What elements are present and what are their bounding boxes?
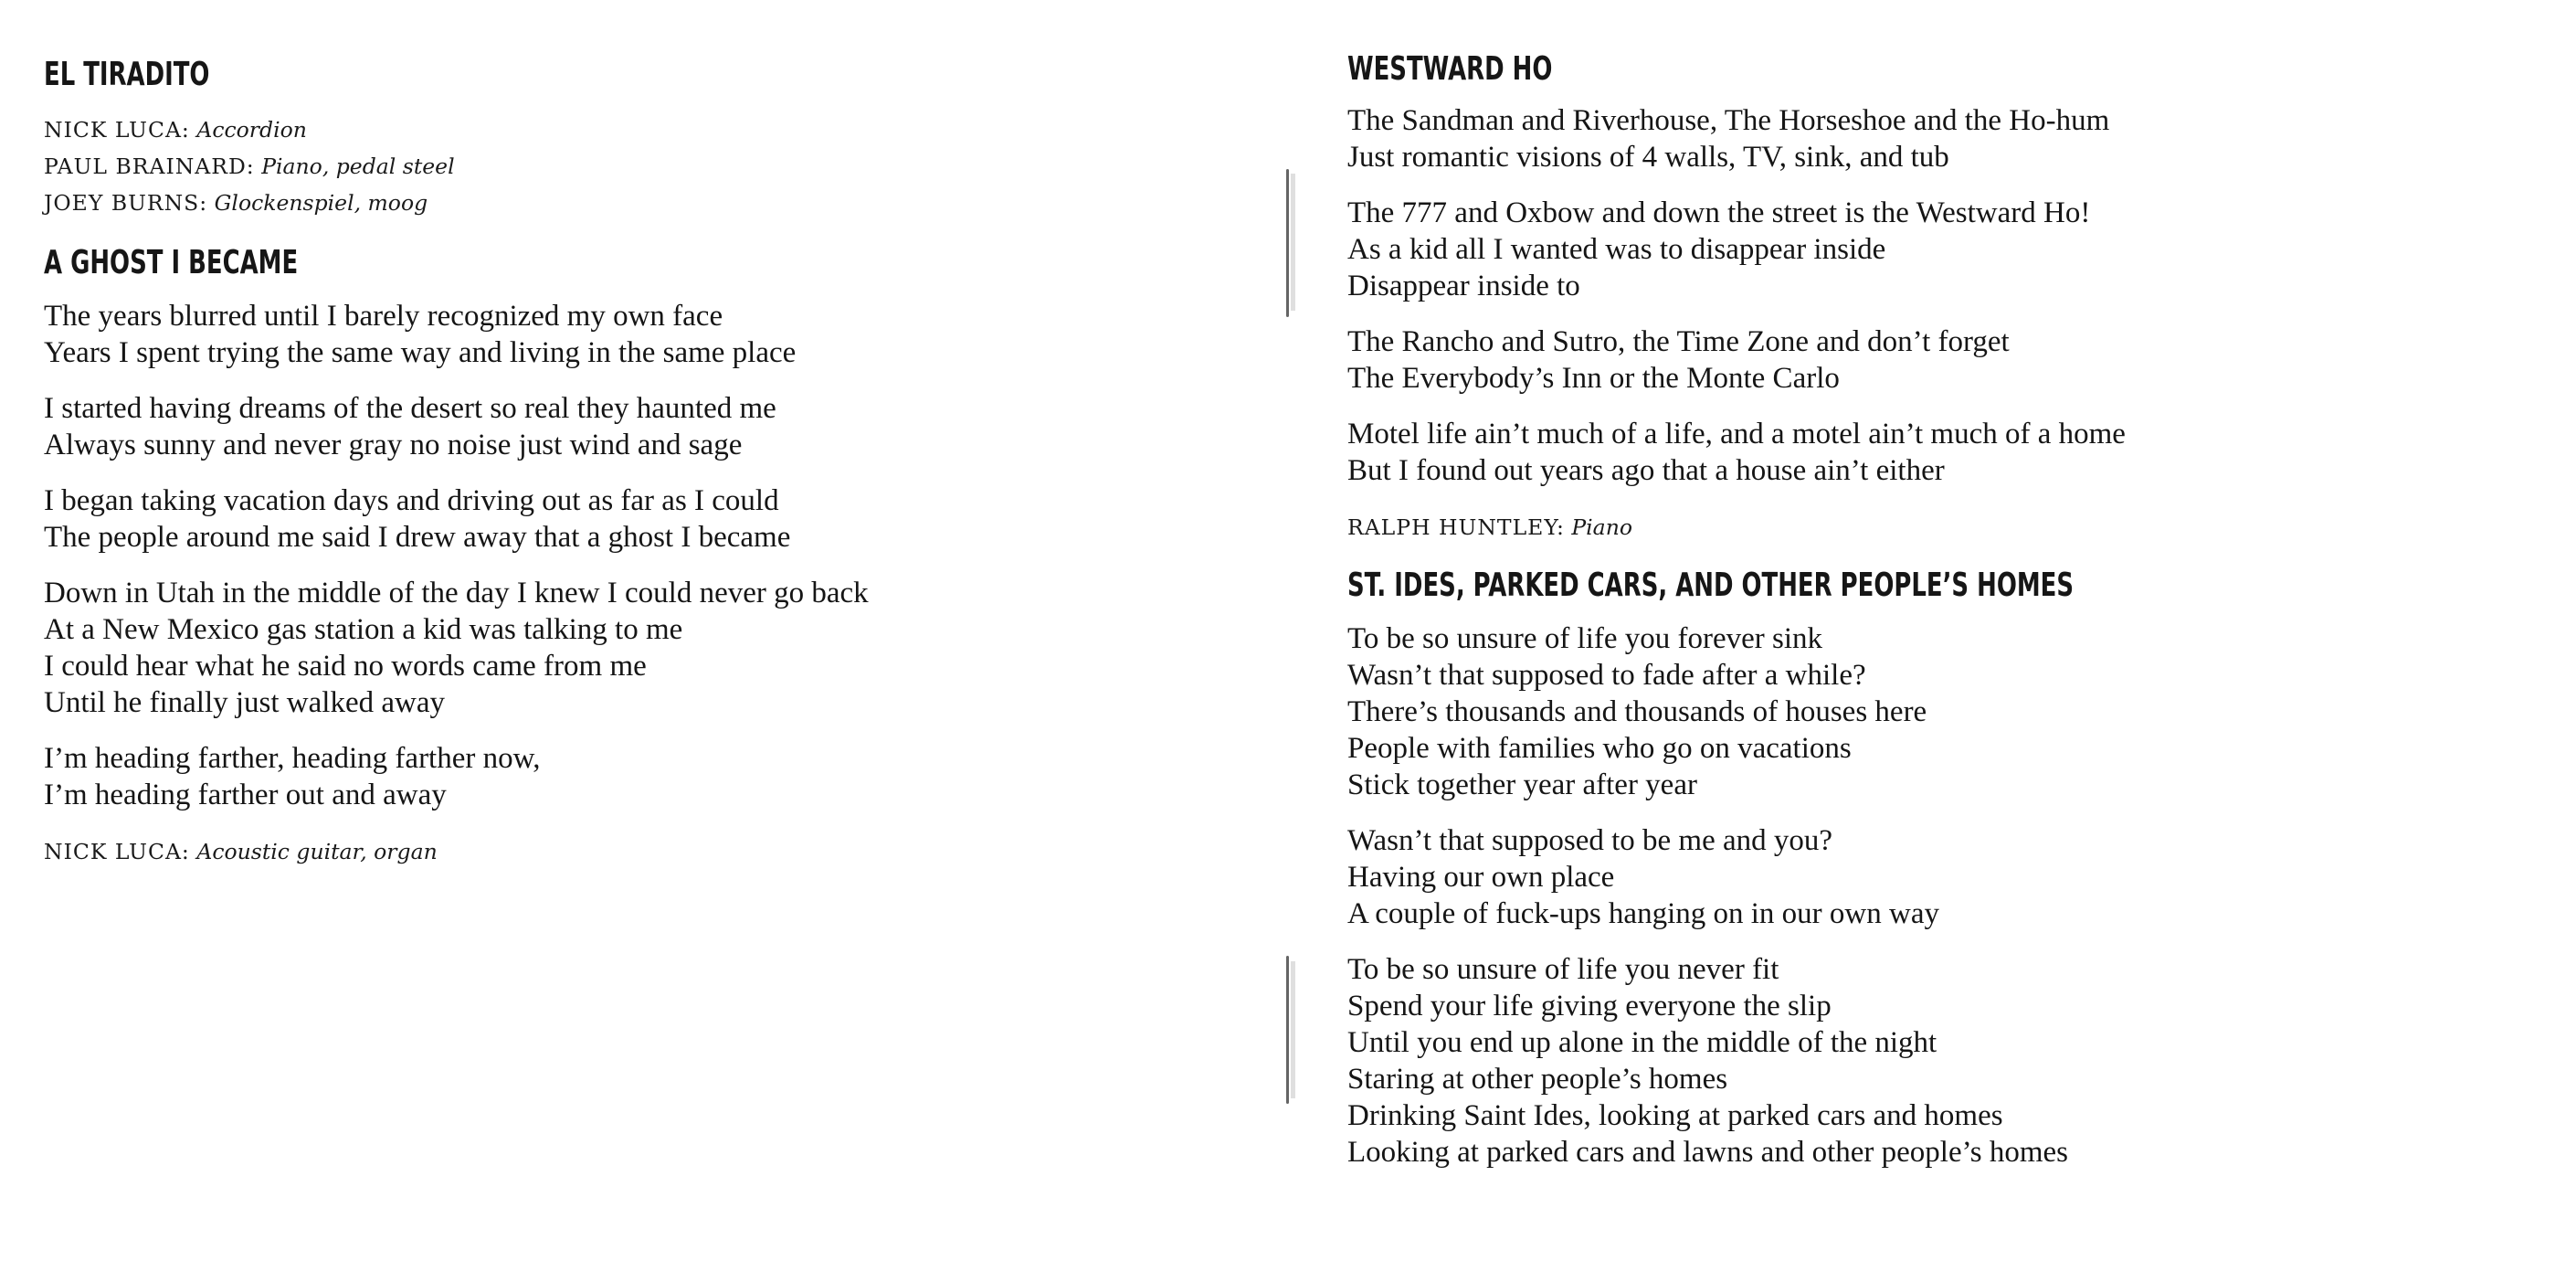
lyric-stanza (44, 390, 1231, 463)
instrument: Accordion (196, 117, 307, 143)
song-st-ides (1347, 567, 2535, 1171)
lyric-stanza (1347, 195, 2535, 304)
instrument: Piano (1571, 514, 1632, 540)
lyric-line: Motel life ain’t much of a life, and a motel ain’t much of a home (1347, 418, 2126, 450)
staple-shadow (1291, 174, 1295, 311)
instrument: Piano, pedal steel (261, 154, 455, 179)
lyric-line: I’m heading farther, heading farther now, (44, 742, 541, 775)
lyric-stanza (1347, 620, 2535, 803)
musician-name: NICK LUCA: (44, 117, 190, 143)
musician-name: NICK LUCA: (44, 839, 190, 864)
lyric-line: I’m heading farther out and away (44, 779, 447, 811)
song-el-tiradito (44, 57, 1231, 221)
credits (44, 111, 1231, 221)
song-title: EL TIRADITO (44, 56, 210, 93)
lyric-stanza (1347, 416, 2535, 489)
lyric-line: To be so unsure of life you forever sink (1347, 622, 1823, 655)
lyric-stanza (44, 298, 1231, 371)
credit-line (44, 185, 1231, 221)
song-title: ST. IDES, PARKED CARS, AND OTHER PEOPLE’S HOMES (1347, 567, 2075, 604)
musician-name: RALPH HUNTLEY: (1347, 514, 1565, 540)
lyric-line: Just romantic visions of 4 walls, TV, sink, and tub (1347, 141, 1949, 174)
lyric-stanza (44, 575, 1231, 721)
lyric-stanza (44, 740, 1231, 813)
song-title: A GHOST I BECAME (44, 244, 299, 281)
credit-line (1347, 509, 2535, 546)
staple-mark (1286, 169, 1289, 317)
lyric-line: Looking at parked cars and lawns and other people’s homes (1347, 1136, 2069, 1169)
lyric-line: Until you end up alone in the middle of the night (1347, 1026, 1937, 1059)
lyric-line: The Rancho and Sutro, the Time Zone and don’t forget (1347, 325, 2010, 358)
credit-line (44, 833, 1231, 870)
lyric-line: As a kid all I wanted was to disappear inside (1347, 233, 1886, 266)
lyric-line: Staring at other people’s homes (1347, 1063, 1728, 1096)
lyric-line: But I found out years ago that a house ain’t either (1347, 454, 1945, 487)
lyric-line: Years I spent trying the same way and living in the same place (44, 336, 797, 369)
lyric-line: Always sunny and never gray no noise just wind and sage (44, 429, 743, 461)
lyric-line: The 777 and Oxbow and down the street is the Westward Ho! (1347, 196, 2091, 229)
lyric-line: Wasn’t that supposed to be me and you? (1347, 824, 1833, 857)
lyric-line: Wasn’t that supposed to fade after a while? (1347, 659, 1866, 692)
lyric-line: Having our own place (1347, 861, 1615, 894)
credit-line (44, 111, 1231, 148)
right-column (1347, 51, 2535, 1171)
lyric-line: The people around me said I drew away that a ghost I became (44, 521, 791, 554)
instrument: Acoustic guitar, organ (196, 839, 438, 864)
musician-name: JOEY BURNS: (44, 190, 208, 216)
lyric-line: Down in Utah in the middle of the day I knew I could never go back (44, 577, 869, 609)
song-a-ghost-i-became (44, 245, 1231, 870)
lyric-line: The Sandman and Riverhouse, The Horseshoe and the Ho-hum (1347, 104, 2110, 137)
lyric-line: I began taking vacation days and driving out as far as I could (44, 484, 779, 517)
lyric-line: I started having dreams of the desert so real they haunted me (44, 392, 776, 425)
lyric-stanza (1347, 102, 2535, 175)
staple-mark (1286, 956, 1289, 1104)
credits (1347, 509, 2535, 546)
song-title: WESTWARD HO (1347, 50, 1553, 88)
lyric-line: Drinking Saint Ides, looking at parked cars and homes (1347, 1099, 2003, 1132)
lyric-line: Spend your life giving everyone the slip (1347, 990, 1832, 1022)
lyric-line: At a New Mexico gas station a kid was talking to me (44, 613, 683, 646)
lyric-line: People with families who go on vacations (1347, 732, 1852, 765)
lyric-stanza (1347, 822, 2535, 932)
lyric-line: Until he finally just walked away (44, 686, 445, 719)
lyric-line: The Everybody’s Inn or the Monte Carlo (1347, 362, 1840, 395)
song-westward-ho (1347, 51, 2535, 546)
lyric-stanza (1347, 323, 2535, 397)
lyric-line: Stick together year after year (1347, 768, 1697, 801)
lyric-line: Disappear inside to (1347, 270, 1580, 302)
lyric-line: The years blurred until I barely recognized my own face (44, 300, 723, 333)
musician-name: PAUL BRAINARD: (44, 154, 255, 179)
credits (44, 833, 1231, 870)
lyric-line: To be so unsure of life you never fit (1347, 953, 1779, 986)
staple-shadow (1291, 961, 1295, 1098)
lyric-stanza (44, 482, 1231, 556)
instrument: Glockenspiel, moog (214, 190, 428, 216)
left-column (44, 57, 1231, 870)
lyric-line: There’s thousands and thousands of houses here (1347, 695, 1927, 728)
lyric-line: I could hear what he said no words came from me (44, 650, 647, 683)
lyric-line: A couple of fuck-ups hanging on in our own way (1347, 897, 1939, 930)
lyric-stanza (1347, 951, 2535, 1171)
credit-line (44, 148, 1231, 185)
